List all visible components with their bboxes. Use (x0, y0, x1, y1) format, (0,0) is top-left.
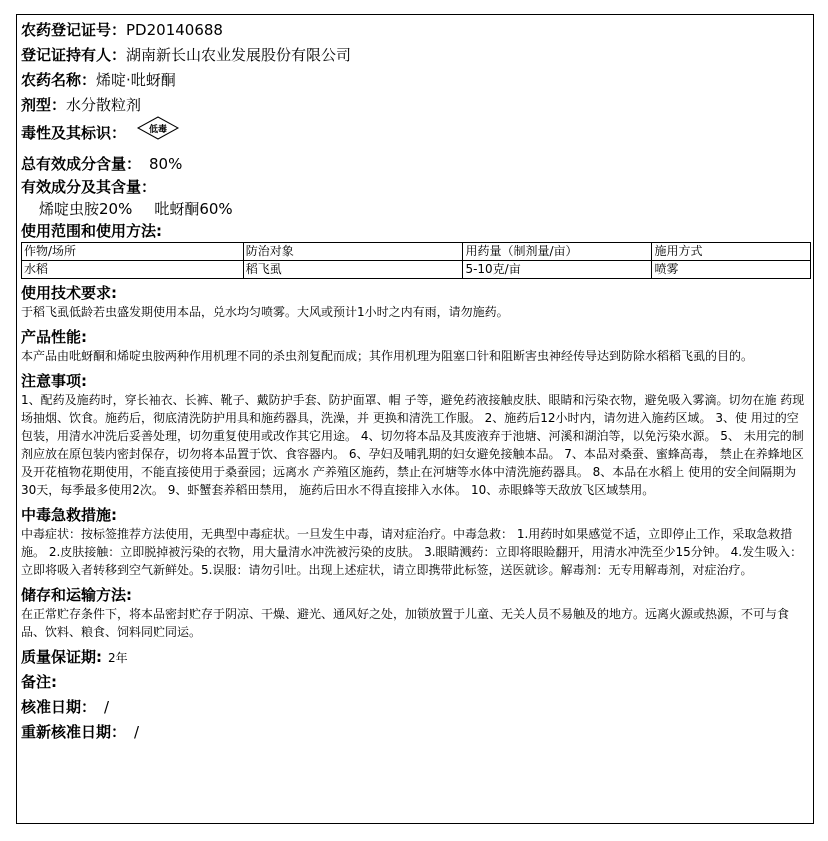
name-label: 农药名称： (21, 71, 97, 89)
storage-label: 储存和运输方法: (21, 586, 132, 604)
approval-date-row (21, 694, 813, 719)
total-content-label: 总有效成分含量： (21, 155, 142, 173)
warranty-value: 2年 (108, 651, 128, 665)
technical-label-row (21, 283, 813, 303)
usage-label: 使用范围和使用方法: (21, 222, 162, 240)
first-aid-label-row (21, 505, 813, 525)
ingredient-item: 吡蚜酮60% (154, 200, 233, 218)
reapproval-date-value: / (134, 723, 140, 741)
toxicity-row (21, 117, 813, 151)
name-row (21, 67, 813, 92)
technical-text: 于稻飞虱低龄若虫盛发期使用本品，兑水均匀喷雾。大风或预计1小时之内有雨，请勿施药。 (21, 305, 509, 319)
reapproval-date-row (21, 719, 813, 744)
storage-label-row (21, 585, 813, 605)
storage-text: 在正常贮存条件下，将本品密封贮存于阴凉、干燥、避光、通风好之处，加锁放置于儿童、无关人员不易触及的地方。远离火源或热源，不可与食品、饮料、粮食、饲料同贮同运。 (21, 607, 790, 639)
table-cell: 喷雾 (652, 261, 811, 279)
table-header-cell: 作物/场所 (22, 243, 244, 261)
reapproval-date-label: 重新核准日期： (21, 723, 127, 741)
table-header-cell: 防治对象 (243, 243, 463, 261)
usage-table (21, 242, 811, 279)
name-value: 烯啶·吡蚜酮 (96, 71, 176, 89)
precautions-label-row (21, 371, 813, 391)
first-aid-label: 中毒急救措施: (21, 506, 117, 524)
performance-text: 本产品由吡蚜酮和烯啶虫胺两种作用机理不同的杀虫剂复配而成；其作用机理为阻塞口针和阻断害虫神经传导达到防除水稻稻飞虱的目的。 (21, 349, 754, 363)
formulation-value: 水分散粒剂 (66, 96, 142, 114)
approval-date-value: / (104, 698, 110, 716)
remarks-row (21, 669, 813, 694)
registration-row (21, 17, 813, 42)
technical-label: 使用技术要求: (21, 284, 117, 302)
table-header-cell: 施用方式 (652, 243, 811, 261)
toxicity-diamond-icon (136, 115, 180, 141)
holder-value: 湖南新长山农业发展股份有限公司 (126, 46, 352, 64)
table-cell: 水稻 (22, 261, 244, 279)
ingredients-label-row (21, 176, 813, 198)
table-header-row (22, 243, 811, 261)
performance-label-row (21, 327, 813, 347)
precautions-text: 1、配药及施药时，穿长袖衣、长裤、靴子、戴防护手套、防护面罩、帽 子等，避免药液接触皮肤、眼睛和污染衣物，避免吸入雾滴。切勿在施 药现场抽烟、饮食。施药后，彻底清洗防护用具和施药器具，洗澡，并 更换和清洗工作服。 2、施药后12小时内，请勿进入施药区域。 3、使 用过的空包装，用清水冲洗后妥善处理，切勿重复使用或改作其它用途。 4、切勿将本品及其废液弃于池塘、河溪和湖泊等，以免污染水源。 5、 未用完的制剂应放在原包装内密封保存，切勿将本品置于饮、食容器内。 6、孕妇及哺乳期的妇女避免接触本品。 7、本品对桑蚕、蜜蜂高毒， 禁止在养蜂地区及开花植物花期使用，不能直接使用于桑蚕园；远离水 产养殖区施药，禁止在河塘等水体中清洗施药器具。 8、本品在水稻上 使用的安全间隔期为30天，每季最多使用2次。 9、虾蟹套养稻田禁用， 施药后田水不得直接排入水体。 10、赤眼蜂等天敌放飞区域禁用。 (21, 393, 805, 497)
toxicity-label: 毒性及其标识： (21, 124, 127, 142)
remarks-label: 备注: (21, 673, 57, 691)
holder-label: 登记证持有人： (21, 46, 127, 64)
total-content-value: 80% (149, 155, 183, 173)
registration-label: 农药登记证号： (21, 21, 127, 39)
warranty-label: 质量保证期: (21, 648, 102, 666)
precautions-label: 注意事项: (21, 372, 87, 390)
ingredients-label: 有效成分及其含量： (21, 178, 157, 196)
table-header-cell: 用药量（制剂量/亩） (463, 243, 652, 261)
table-cell: 稻飞虱 (243, 261, 463, 279)
toxicity-badge (136, 115, 180, 148)
total-content-row (21, 151, 813, 176)
formulation-row (21, 92, 813, 117)
toxicity-badge-text: 低毒 (149, 125, 168, 135)
table-row (22, 261, 811, 279)
registration-value: PD20140688 (126, 21, 223, 39)
usage-label-row (21, 220, 813, 242)
formulation-label: 剂型： (21, 96, 67, 114)
approval-date-label: 核准日期： (21, 698, 97, 716)
performance-label: 产品性能: (21, 328, 87, 346)
holder-row (21, 42, 813, 67)
warranty-row (21, 644, 813, 669)
table-cell: 5-10克/亩 (463, 261, 652, 279)
ingredient-item: 烯啶虫胺20% (39, 200, 133, 218)
first-aid-text: 中毒症状：按标签推荐方法使用，无典型中毒症状。一旦发生中毒，请对症治疗。中毒急救： 1.用药时如果感觉不适，立即停止工作，采取急救措施。 2.皮肤接触：立即脱掉被污染的衣物，用大量清水冲洗被污染的皮肤。 3.眼睛溅药：立即将眼睑翻开，用清水冲洗至少15分钟。 4.发生吸入：立即将吸入者转移到空气新鲜处。5.误服：请勿引吐。出现上述症状，请立即携带此标签，送医就诊。解毒剂：无专用解毒剂，对症治疗。 (21, 527, 803, 577)
pesticide-label (21, 17, 813, 744)
ingredients-list (21, 198, 813, 220)
